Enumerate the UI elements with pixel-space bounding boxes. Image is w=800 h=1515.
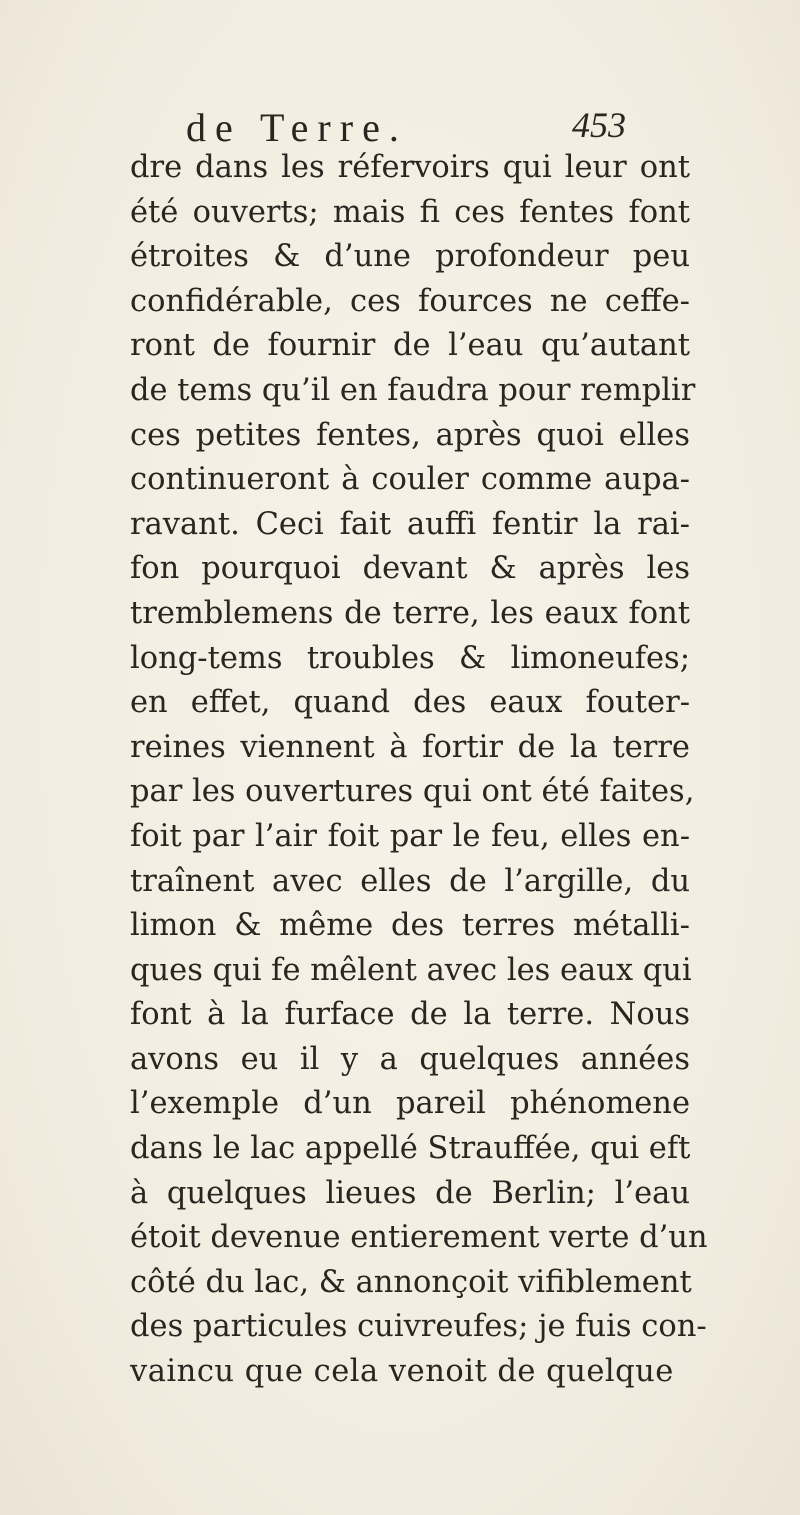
- text-line: étroites & d’une profondeur peu: [130, 239, 690, 275]
- text-line: tremblemens de terre, les eaux font: [130, 595, 690, 631]
- text-line: ravant. Ceci fait auffi fentir la rai-: [130, 506, 690, 542]
- text-line: à quelques lieues de Berlin; l’eau: [130, 1175, 690, 1211]
- text-line: étoit devenue entierement verte d’un: [130, 1220, 708, 1256]
- body-text: [130, 146, 708, 1395]
- text-line: fon pourquoi devant & après les: [130, 551, 690, 587]
- text-line: ques qui fe mêlent avec les eaux qui: [130, 952, 692, 988]
- text-line: vaincu que cela venoit de quelque: [130, 1354, 674, 1390]
- text-line: ront de fournir de l’eau qu’autant: [130, 328, 690, 364]
- text-line: reines viennent à fortir de la terre: [130, 729, 690, 765]
- text-line: avons eu il y a quelques années: [130, 1041, 690, 1077]
- running-title: de Terre.: [186, 105, 408, 150]
- text-line: traînent avec elles de l’argille, du: [130, 863, 690, 899]
- text-line: côté du lac, & annonçoit vifiblement: [130, 1264, 692, 1300]
- text-line: été ouverts; mais fi ces fentes font: [130, 194, 690, 230]
- text-line: dre dans les réfervoirs qui leur ont: [130, 150, 690, 185]
- text-line: font à la furface de la terre. Nous: [130, 997, 690, 1033]
- running-head: [186, 100, 626, 150]
- text-line: dans le lac appellé Strauffée, qui eft: [130, 1131, 691, 1167]
- text-line: de tems qu’il en faudra pour remplir: [130, 372, 696, 408]
- text-line: foit par l’air foit par le feu, elles en-: [130, 818, 690, 854]
- text-line: continueront à couler comme aupa-: [130, 462, 690, 498]
- text-line: long-tems troubles & limoneufes;: [130, 640, 690, 676]
- text-line: l’exemple d’un pareil phénomene: [130, 1086, 690, 1122]
- text-line: ces petites fentes, après quoi elles: [130, 417, 690, 453]
- text-line: des particules cuivreufes; je fuis con-: [130, 1309, 707, 1345]
- text-line: par les ouvertures qui ont été faites,: [130, 774, 695, 810]
- text-line: limon & même des terres métalli-: [130, 908, 690, 944]
- page-number: 453: [572, 105, 626, 145]
- text-line: confidérable, ces fources ne ceffe-: [130, 283, 690, 319]
- text-line: en effet, quand des eaux fouter-: [130, 685, 690, 721]
